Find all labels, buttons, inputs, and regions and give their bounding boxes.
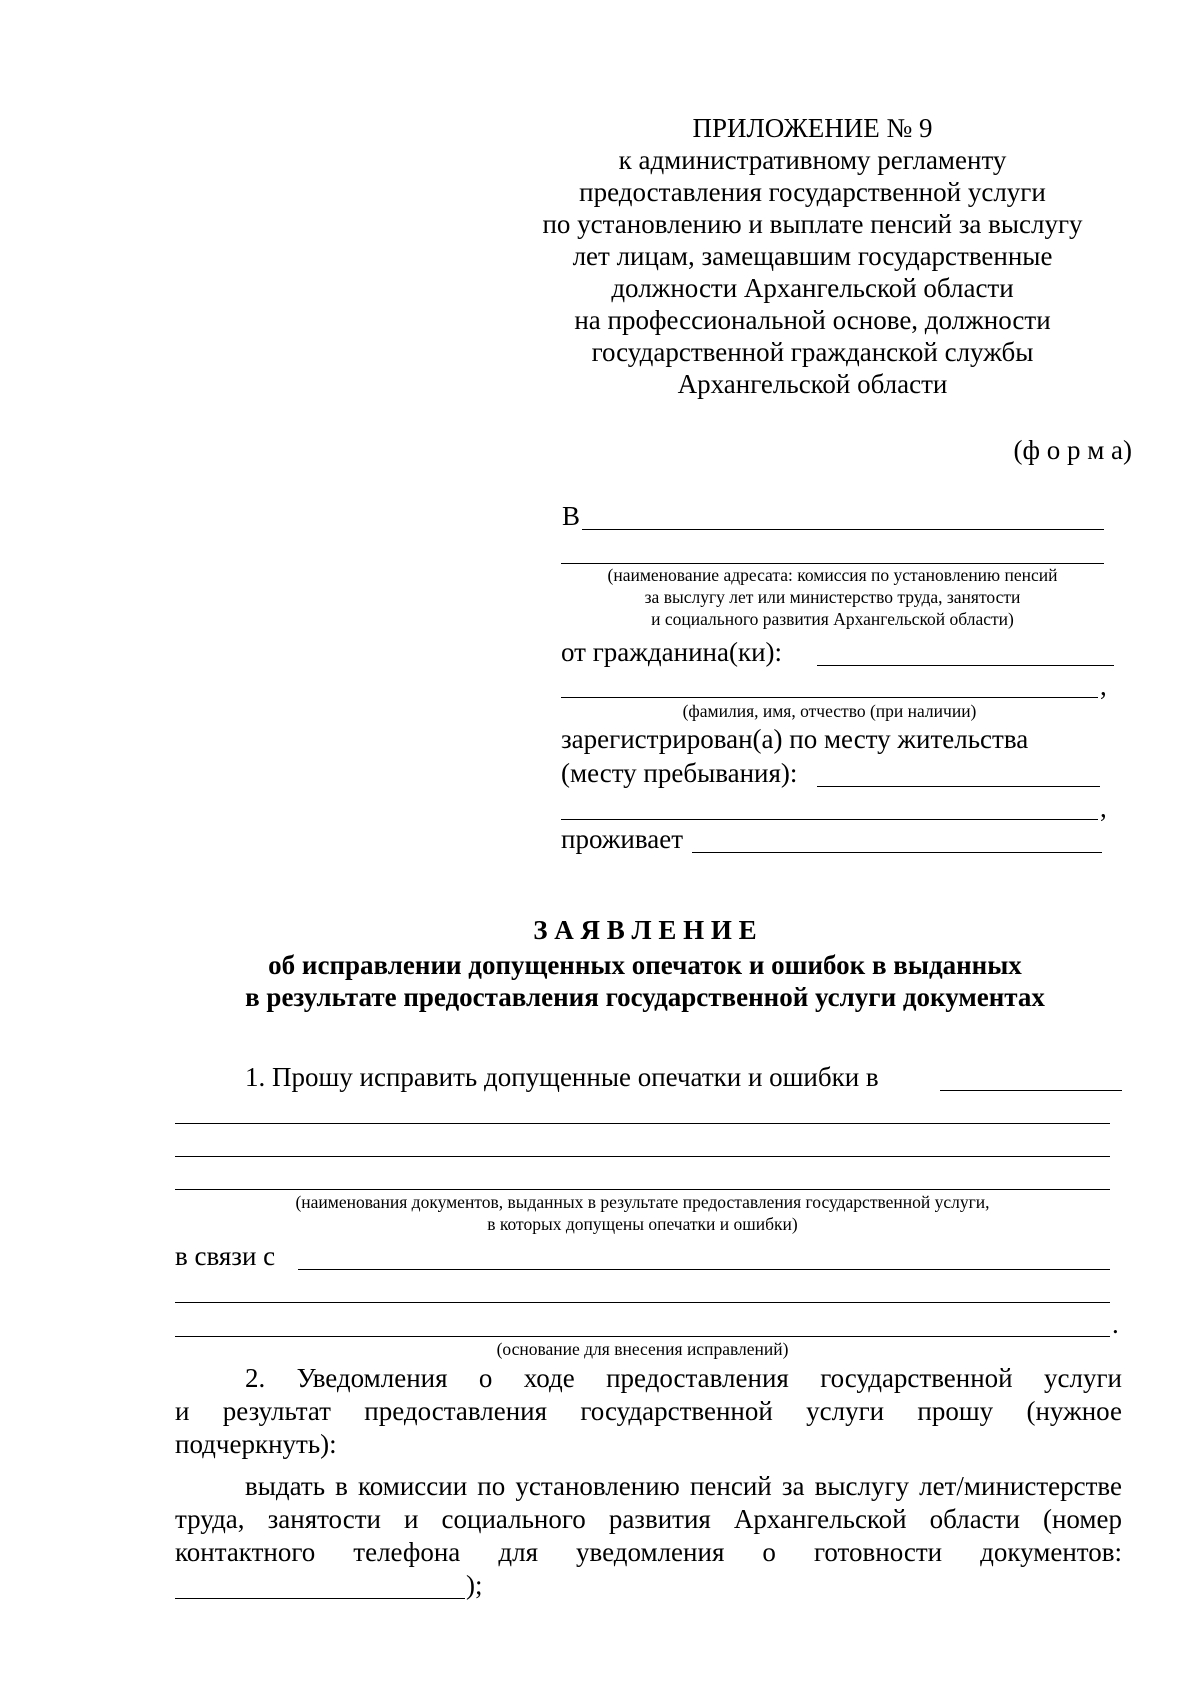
residence-address-field[interactable] <box>692 852 1102 853</box>
appendix-line: Архангельской области <box>677 369 948 399</box>
addressee-hint-line: за выслугу лет или министерство труда, занятости <box>644 587 1021 607</box>
citizen-name-hint: (фамилия, имя, отчество (при наличии) <box>682 701 977 721</box>
registered-label-line1: зарегистрирован(а) по месту жительства <box>561 724 1029 754</box>
registered-label-line2: (месту пребывания): <box>561 758 798 788</box>
registration-address-field-2[interactable] <box>561 819 1098 820</box>
phone-number-field[interactable] <box>175 1598 465 1599</box>
section2-line2: и результат предоставления государственной услуги прошу (нужное <box>175 1396 1122 1426</box>
comma: , <box>1100 671 1107 701</box>
reason-field[interactable] <box>298 1269 1110 1270</box>
documents-hint-line1: (наименования документов, выданных в результате предоставления государственной услуги, <box>295 1192 990 1212</box>
citizen-name-field[interactable] <box>817 665 1114 666</box>
document-subtitle-line2: в результате предоставления государственной услуги документах <box>245 982 1045 1012</box>
section2-line1: 2. Уведомления о ходе предоставления государственной услуги <box>245 1363 1122 1393</box>
documents-field-4[interactable] <box>175 1189 1110 1190</box>
appendix-line: предоставления государственной услуги <box>579 177 1046 207</box>
reason-label: в связи с <box>175 1241 276 1271</box>
document-subtitle-line1: об исправлении допущенных опечаток и ошибок в выданных <box>268 950 1022 980</box>
appendix-line: лет лицам, замещавшим государственные <box>572 241 1053 271</box>
appendix-line: ПРИЛОЖЕНИЕ № 9 <box>692 113 933 143</box>
comma: , <box>1100 793 1107 823</box>
appendix-line: к административному регламенту <box>618 145 1007 175</box>
addressee-prefix: В <box>562 501 581 531</box>
from-citizen-label: от гражданина(ки): <box>561 637 783 667</box>
lives-label: проживает <box>561 824 684 854</box>
appendix-line: на профессиональной основе, должности <box>574 305 1051 335</box>
documents-field-3[interactable] <box>175 1156 1110 1157</box>
appendix-line: должности Архангельской области <box>611 273 1014 303</box>
addressee-hint <box>561 564 1104 630</box>
appendix-line: государственной гражданской службы <box>591 337 1034 367</box>
documents-field-2[interactable] <box>175 1123 1110 1124</box>
appendix-header <box>500 112 1125 400</box>
reason-field-3[interactable] <box>175 1336 1110 1337</box>
document-title: З А Я В Л Е Н И Е <box>533 915 757 945</box>
reason-field-2[interactable] <box>175 1302 1110 1303</box>
section1-text: 1. Прошу исправить допущенные опечатки и ошибки в <box>245 1062 879 1092</box>
citizen-name-field-2[interactable] <box>561 697 1098 698</box>
addressee-hint-line: и социального развития Архангельской области) <box>651 609 1014 629</box>
form-note: (ф о р м а) <box>1013 435 1132 465</box>
section2-line3: подчеркнуть): <box>175 1429 337 1459</box>
option1-line2: труда, занятости и социального развития Архангельской области (номер <box>175 1504 1122 1534</box>
reason-hint: (основание для внесения исправлений) <box>496 1339 789 1359</box>
option1-end: ); <box>466 1570 483 1600</box>
appendix-line: по установлению и выплате пенсий за выслугу <box>542 209 1083 239</box>
registration-address-field[interactable] <box>817 786 1100 787</box>
addressee-name-field[interactable] <box>582 529 1104 530</box>
option1-line1: выдать в комиссии по установлению пенсий за выслугу лет/министерстве <box>245 1471 1122 1501</box>
option1-line3: контактного телефона для уведомления о готовности документов: <box>175 1537 1122 1567</box>
addressee-hint-line: (наименование адресата: комиссия по установлению пенсий <box>607 565 1058 585</box>
period: . <box>1112 1309 1119 1339</box>
documents-hint-line2: в которых допущены опечатки и ошибки) <box>487 1214 798 1234</box>
documents-field[interactable] <box>940 1090 1122 1091</box>
